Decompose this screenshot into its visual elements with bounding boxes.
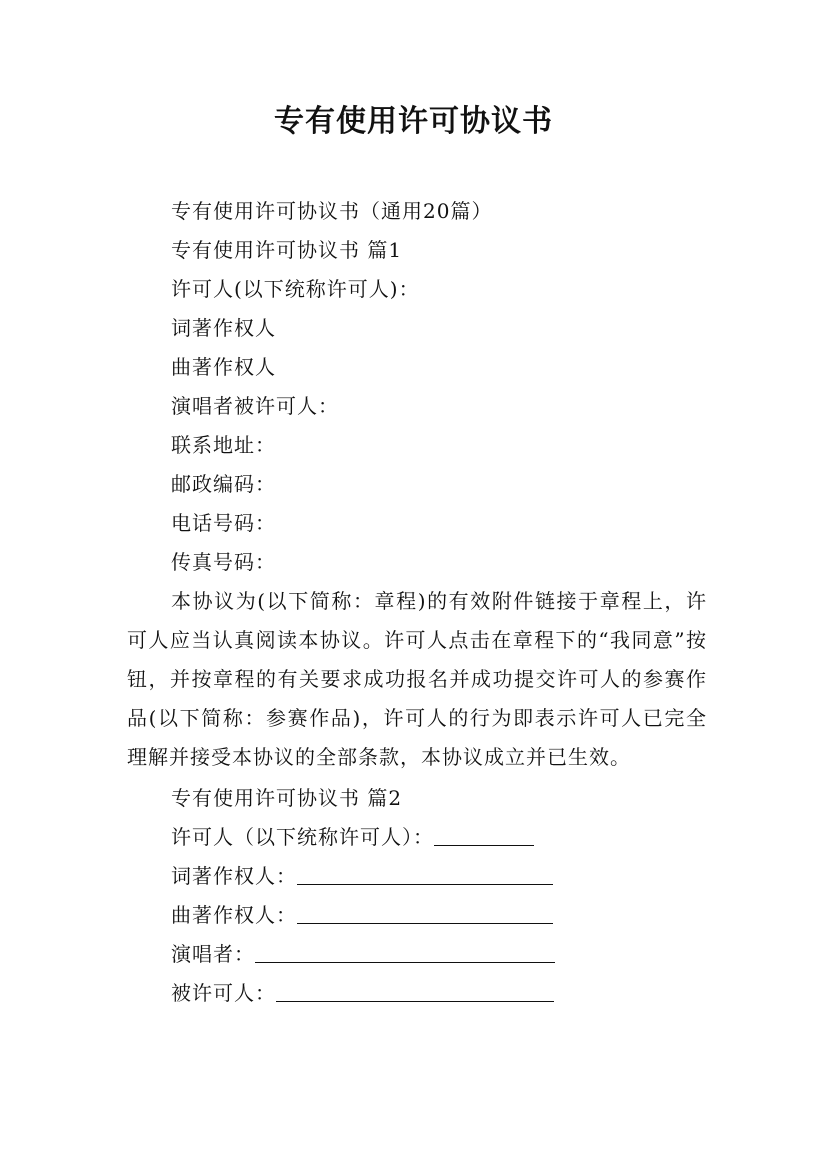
doc-line-address: 联系地址： [171,433,276,457]
field-row-composer [127,896,707,935]
document-body [127,192,707,1013]
field-row-lyricist [127,857,707,896]
field-label-lyricist: 词著作权人： [171,864,297,888]
doc-line-subtitle: 专有使用许可协议书（通用20篇） [171,199,493,223]
doc-line-lyricist: 词著作权人 [171,316,276,340]
field-label-licensor: 许可人（以下统称许可人）： [171,825,434,849]
doc-line-licensor: 许可人(以下统称许可人)： [171,277,420,301]
document-title: 专有使用许可协议书 [274,104,553,139]
field-label-singer: 演唱者： [171,942,255,966]
field-blank-lyricist [297,860,553,885]
field-blank-licensee [276,977,554,1002]
field-blank-licensor [434,821,534,846]
field-row-singer [127,935,707,974]
doc-line-phone: 电话号码： [171,511,276,535]
section-1-heading: 专有使用许可协议书 篇1 [171,238,403,262]
doc-line-composer: 曲著作权人 [171,355,276,379]
field-row-licensee [127,974,707,1013]
field-label-licensee: 被许可人： [171,981,276,1005]
field-row-licensor [127,818,707,857]
agreement-paragraph: 本协议为(以下简称：章程)的有效附件链接于章程上，许可人应当认真阅读本协议。许可人点击在章程下的“我同意”按钮，并按章程的有关要求成功报名并成功提交许可人的参赛作品(以下简称：参赛作品)，许可人的行为即表示许可人已完全理解并接受本协议的全部条款，本协议成立并已生效。 [127,589,707,769]
field-blank-singer [255,938,555,963]
section-2-heading: 专有使用许可协议书 篇2 [171,786,403,810]
field-label-composer: 曲著作权人： [171,903,297,927]
doc-line-fax: 传真号码： [171,550,276,574]
doc-line-postcode: 邮政编码： [171,472,276,496]
field-blank-composer [297,899,553,924]
doc-line-singer-licensee: 演唱者被许可人： [171,394,339,418]
